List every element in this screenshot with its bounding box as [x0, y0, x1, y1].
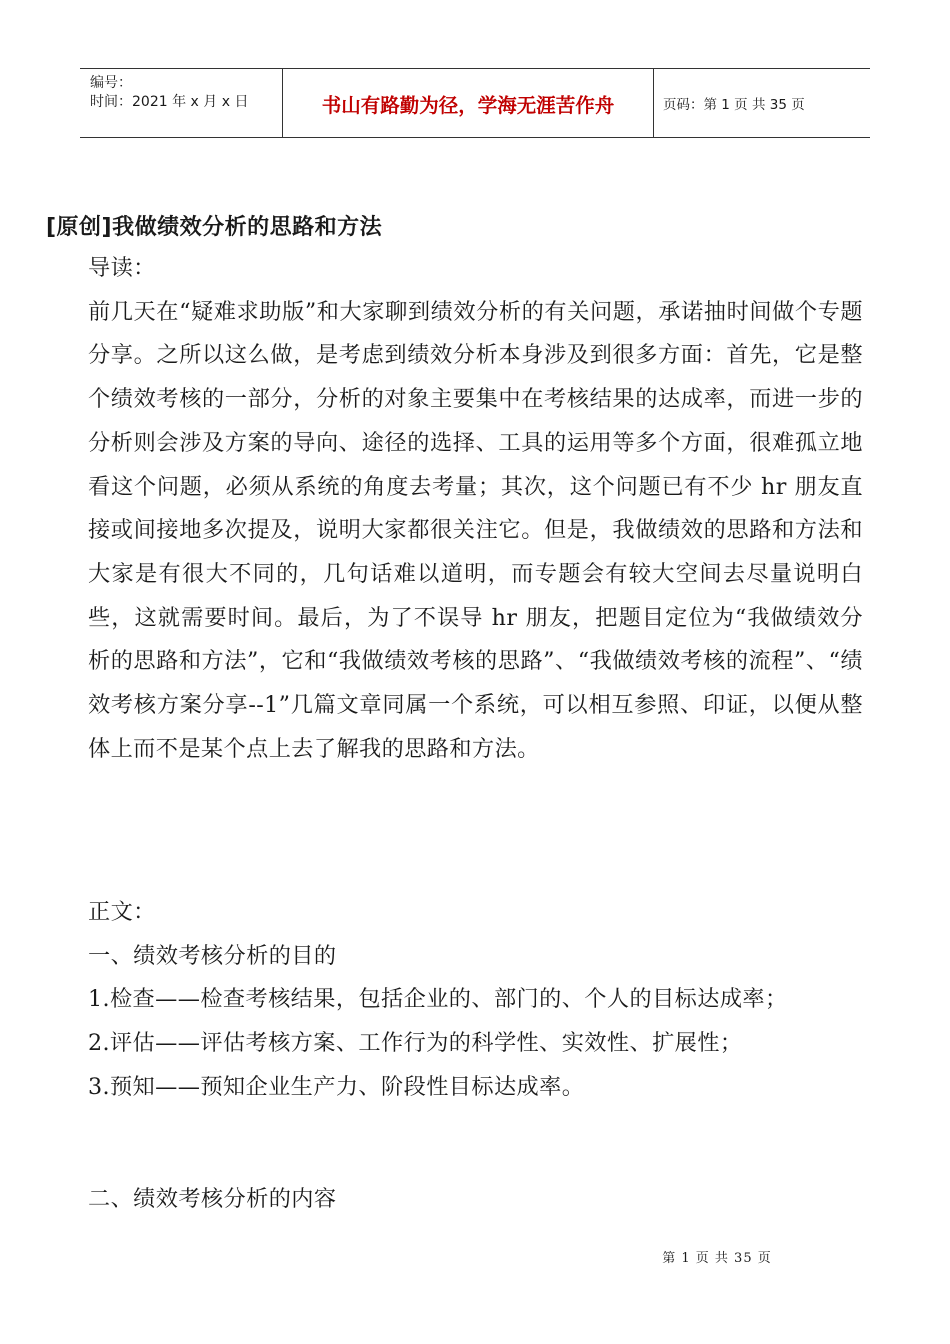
- page-info-text: 页码：第 1 页 共 35 页: [663, 97, 805, 113]
- header-meta-cell: [80, 69, 283, 137]
- body-label: 正文：: [88, 899, 156, 925]
- list-item-check: 1.检查——检查考核结果，包括企业的、部门的、个人的目标达成率；: [88, 986, 788, 1013]
- footer-page-number: 第 1 页 共 35 页: [662, 1251, 772, 1266]
- section-heading-content: 二、绩效考核分析的内容: [88, 1186, 337, 1212]
- motto-cell: [283, 69, 654, 137]
- intro-block: [88, 247, 863, 771]
- number-label: 编号：: [90, 75, 132, 91]
- section-heading-purpose: 一、绩效考核分析的目的: [88, 942, 337, 969]
- page-info-cell: [654, 69, 870, 137]
- section2-block: [88, 1178, 863, 1222]
- main-body-block: [88, 891, 863, 1110]
- intro-label: 导读：: [88, 255, 156, 281]
- header-table: [80, 68, 870, 138]
- list-item-predict: 3.预知——预知企业生产力、阶段性目标达成率。: [88, 1073, 585, 1100]
- list-item-evaluate: 2.评估——评估考核方案、工作行为的科学性、实效性、扩展性；: [88, 1030, 743, 1057]
- intro-paragraph: 前几天在“疑难求助版”和大家聊到绩效分析的有关问题，承诺抽时间做个专题分享。之所以这么做，是考虑到绩效分析本身涉及到很多方面：首先，它是整个绩效考核的一部分，分析的对象主要集中在考核结果的达成率，而进一步的分析则会涉及方案的导向、途径的选择、工具的运用等多个方面，很难孤立地看这个问题，必须从系统的角度去考量；其次，这个问题已有不少 hr 朋友直接或间接地多次提及，说明大家都很关注它。但是，我做绩效的思路和方法和大家是有很大不同的，几句话难以道明，而专题会有较大空间去尽量说明白些，这就需要时间。最后，为了不误导 hr 朋友，把题目定位为“我做绩效分析的思路和方法”，它和“我做绩效考核的思路”、“我做绩效考核的流程”、“绩效考核方案分享--1”几篇文章同属一个系统，可以相互参照、印证，以便从整体上而不是某个点上去了解我的思路和方法。: [88, 298, 863, 762]
- date-label: 时间：2021 年 x 月 x 日: [90, 94, 249, 110]
- document-title: [原创]我做绩效分析的思路和方法: [46, 215, 383, 240]
- motto-text: 书山有路勤为径，学海无涯苦作舟: [321, 94, 615, 117]
- page-footer: [0, 1247, 950, 1266]
